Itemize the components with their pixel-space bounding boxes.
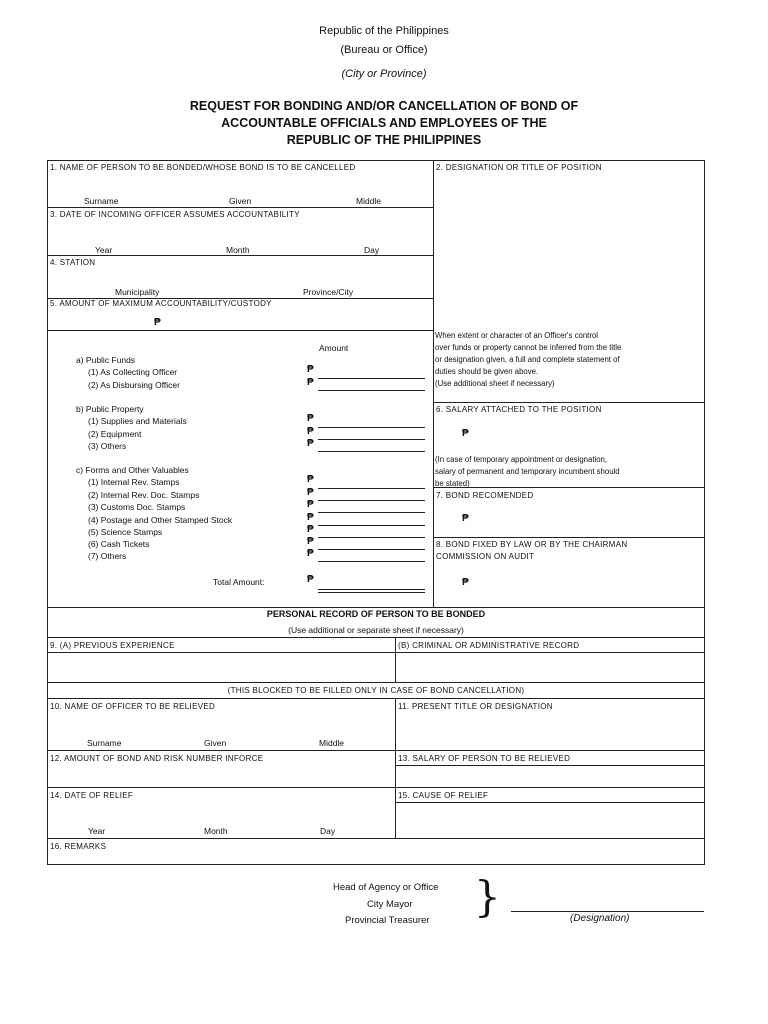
sec14-year: Year [88, 826, 106, 836]
fv-item-5: (5) Science Stamps [88, 527, 163, 537]
sec6-note-3: be stated) [435, 479, 470, 488]
form-title-2: ACCOUNTABLE OFFICIALS AND EMPLOYEES OF THE [221, 116, 547, 130]
peso-sign: ₱ [307, 364, 314, 375]
city-mayor: City Mayor [367, 899, 413, 910]
sec15-label: 15. CAUSE OF RELIEF [398, 791, 489, 800]
peso-sign: ₱ [462, 428, 469, 439]
peso-sign: ₱ [307, 377, 314, 388]
pp-item-3: (3) Others [88, 441, 127, 451]
sec8-label-1: 8. BOND FIXED BY LAW OR BY THE CHAIRMAN [436, 540, 628, 549]
peso-sign: ₱ [307, 536, 314, 547]
fv-item-2: (2) Internal Rev. Doc. Stamps [88, 490, 200, 500]
fv-item-4: (4) Postage and Other Stamped Stock [88, 515, 233, 525]
sec14-month: Month [204, 826, 228, 836]
cancellation-note: (THIS BLOCKED TO BE FILLED ONLY IN CASE OF BOND CANCELLATION) [227, 686, 525, 695]
provincial-treasurer: Provincial Treasurer [345, 915, 430, 926]
peso-sign: ₱ [154, 317, 161, 328]
fv-item-1: (1) Internal Rev. Stamps [88, 477, 180, 487]
peso-sign: ₱ [307, 524, 314, 535]
sec9b-label: (B) CRIMINAL OR ADMINISTRATIVE RECORD [398, 641, 580, 650]
pp-item-2: (2) Equipment [88, 429, 142, 439]
fv-item-6: (6) Cash Tickets [88, 539, 150, 549]
city-heading: (City or Province) [341, 68, 427, 80]
peso-sign: ₱ [307, 574, 314, 585]
sec11-label: 11. PRESENT TITLE OR DESIGNATION [398, 702, 553, 711]
form-title-1: REQUEST FOR BONDING AND/OR CANCELLATION OF BOND OF [189, 99, 579, 113]
sec9a-label: 9. (A) PREVIOUS EXPERIENCE [50, 641, 175, 650]
peso-sign: ₱ [307, 499, 314, 510]
peso-sign: ₱ [307, 487, 314, 498]
peso-sign: ₱ [462, 513, 469, 524]
amount-heading: Amount [319, 343, 349, 353]
sec10-middle: Middle [319, 738, 345, 748]
designation-line[interactable] [511, 911, 704, 912]
fv-item-3: (3) Customs Doc. Stamps [88, 502, 186, 512]
sec10-surname: Surname [87, 738, 122, 748]
sec3-day: Day [364, 245, 380, 255]
designation-label: (Designation) [570, 913, 630, 924]
sec3-month: Month [226, 245, 250, 255]
sec4-municipality: Municipality [115, 287, 160, 297]
sec1-given: Given [229, 196, 252, 206]
sec6-note-1: (In case of temporary appointment or designation, [435, 455, 608, 464]
head-of-agency: Head of Agency or Office [333, 882, 439, 893]
sec14-label: 14. DATE OF RELIEF [50, 791, 134, 800]
pf-item-2: (2) As Disbursing Officer [88, 380, 180, 390]
sec4-province: Province/City [303, 287, 354, 297]
sec1-middle: Middle [356, 196, 382, 206]
peso-sign: ₱ [307, 512, 314, 523]
sec5-label: 5. AMOUNT OF MAXIMUM ACCOUNTABILITY/CUSTODY [50, 299, 272, 308]
personal-record-title: PERSONAL RECORD OF PERSON TO BE BONDED [266, 609, 486, 619]
sec12-label: 12. AMOUNT OF BOND AND RISK NUMBER INFORCE [50, 754, 264, 763]
pf-item-1: (1) As Collecting Officer [88, 367, 178, 377]
sec4-label: 4. STATION [50, 258, 96, 267]
sec1-label: 1. NAME OF PERSON TO BE BONDED/WHOSE BOND IS TO BE CANCELLED [50, 163, 356, 172]
peso-sign: ₱ [307, 474, 314, 485]
personal-record-sub: (Use additional or separate sheet if necessary) [288, 625, 464, 635]
forms-heading: c) Forms and Other Valuables [76, 465, 189, 475]
sec14-day: Day [320, 826, 336, 836]
pp-item-1: (1) Supplies and Materials [88, 416, 187, 426]
sec6-note-2: salary of permanent and temporary incumbent should [435, 467, 620, 476]
sec1-surname: Surname [84, 196, 119, 206]
brace-icon: } [474, 872, 501, 921]
sec10-label: 10. NAME OF OFFICER TO BE RELIEVED [50, 702, 216, 711]
sec2-note-3: or designation given, a full and complete statement of [435, 355, 620, 364]
sec7-label: 7. BOND RECOMENDED [436, 491, 534, 500]
republic-heading: Republic of the Philippines [319, 25, 449, 37]
sec2-note-1: When extent or character of an Officer's control [435, 331, 598, 340]
public-funds-heading: a) Public Funds [76, 355, 136, 365]
sec3-year: Year [95, 245, 113, 255]
sec2-note-5: (Use additional sheet if necessary) [435, 379, 555, 388]
sec10-given: Given [204, 738, 227, 748]
peso-sign: ₱ [307, 426, 314, 437]
peso-sign: ₱ [307, 438, 314, 449]
bureau-heading: (Bureau or Office) [340, 44, 428, 56]
sec13-label: 13. SALARY OF PERSON TO BE RELIEVED [398, 754, 571, 763]
sec2-label: 2. DESIGNATION OR TITLE OF POSITION [436, 163, 602, 172]
peso-sign: ₱ [307, 413, 314, 424]
total-amount-label: Total Amount: [213, 577, 265, 587]
fv-item-7: (7) Others [88, 551, 127, 561]
peso-sign: ₱ [462, 577, 469, 588]
sec16-label: 16. REMARKS [50, 842, 107, 851]
sec3-label: 3. DATE OF INCOMING OFFICER ASSUMES ACCOUNTABILITY [50, 210, 300, 219]
sec2-note-4: duties should be given above. [435, 367, 539, 376]
peso-sign: ₱ [307, 548, 314, 559]
sec8-label-2: COMMISSION ON AUDIT [436, 552, 535, 561]
form-title-3: REPUBLIC OF THE PHILIPPINES [286, 133, 482, 147]
sec6-label: 6. SALARY ATTACHED TO THE POSITION [436, 405, 602, 414]
public-property-heading: b) Public Property [76, 404, 144, 414]
sec2-note-2: over funds or property cannot be inferred from the title [435, 343, 622, 352]
